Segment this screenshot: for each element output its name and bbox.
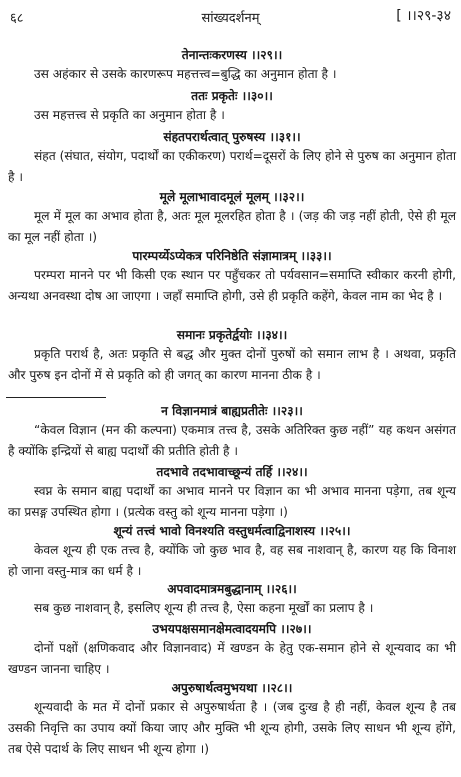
sutra-explanation: संहत (संघात, संयोग, पदार्थों का एकीकरण) परार्थ=दूसरों के लिए होने से पुरुष का अनुमान होता है । (8, 149, 456, 184)
section-sutra-24 (8, 463, 456, 523)
sutra-explanation: उस अहंकार से उसके कारणरूप महत्तत्त्व=बुद्धि का अनुमान होता है । (34, 67, 337, 81)
sutra-explanation: परम्परा मानने पर भी किसी एक स्थान पर पहुँचकर तो पर्यवसान=समाप्ति स्वीकार करनी होगी, अन्यथा अनवस्था दोष आ जाएगा । जहाँ समाप्ति होगी, उसे ही प्रकृति कहेंगे, केवल नाम का भेद है । (8, 268, 456, 303)
section-sutra-27 (8, 620, 456, 680)
sutra-explanation: दोनों पक्षों (क्षणिकवाद और विज्ञानवाद) में खण्डन के हेतु एक-समान होने से शून्यवाद का भी खण्डन जानना चाहिए । (8, 641, 456, 676)
sutra-range: [ ।।२९-३४ (396, 8, 451, 24)
section-sutra-33 (8, 247, 456, 307)
sutra-explanation: केवल शून्य ही एक तत्त्व है, क्योंकि जो कुछ भाव है, वह सब नाशवान् है, कारण यह कि विनाश हो जाना वस्तु-मात्र का धर्म है । (8, 543, 456, 578)
sutra-heading: तेनान्तःकरणस्य ।।२९।। (181, 48, 283, 62)
section-sutra-25 (8, 522, 456, 582)
sutra-explanation: प्रकृति परार्थ है, अतः प्रकृति से बद्ध और मुक्त दोनों पुरुषों को समान लाभ है । अथवा, प्रकृति और पुरुष इन दोनों में से प्रकृति को ही जगत् का कारण मानना ठीक है । (8, 347, 456, 382)
running-title: सांख्यदर्शनम् (201, 11, 260, 26)
section-sutra-31 (8, 128, 456, 188)
sutra-explanation: “केवल विज्ञान (मन की कल्पना) एकमात्र तत्त्व है, उसके अतिरिक्त कुछ नहीं” यह कथन असंगत है क्योंकि इन्द्रियों से बाह्य पदार्थों की प्रतीति होती है । (8, 423, 456, 458)
section-sutra-26 (8, 580, 456, 619)
sutra-heading: उभयपक्षसमानक्षेमत्वादयमपि ।।२७।। (152, 622, 312, 636)
sutra-heading: न विज्ञानमात्रं बाह्यप्रतीतेः ।।२३।। (161, 404, 303, 418)
sutra-heading: शून्यं तत्त्वं भावो विनश्यति वस्तुधर्मत्वाद्विनाशस्य ।।२५।। (113, 524, 351, 538)
section-sutra-34 (8, 326, 456, 386)
sutra-heading: पारम्पर्य्येऽप्येकत्र परिनिष्ठेति संज्ञामात्रम् ।।३३।। (132, 249, 332, 263)
sutra-explanation: उस महत्तत्त्व से प्रकृति का अनुमान होता है । (34, 108, 225, 122)
section-sutra-28 (8, 679, 456, 760)
page-number: ६८ (10, 11, 24, 26)
section-sutra-32 (8, 188, 456, 248)
footnote-divider (6, 397, 106, 398)
sutra-heading: अपवादमात्रमबुद्धानाम् ।।२६।। (167, 582, 297, 596)
sutra-heading: समानः प्रकृतेर्द्वयोः ।।३४।। (176, 328, 288, 342)
section-sutra-23 (8, 402, 456, 462)
sutra-heading: तदभावे तदभावाच्छून्यं तर्हि ।।२४।। (156, 465, 308, 479)
section-sutra-29 (8, 46, 456, 85)
sutra-explanation: शून्यवादी के मत में दोनों प्रकार से अपुरुषार्थता है । (जब दुःख है ही नहीं, केवल शून्य है तब उसकी निवृत्ति का उपाय क्यों किया जाए और मुक्ति भी शून्य होगी, उसके लिए साधन भी शून्य होंगे, तब ऐसे पदार्थ के लिए साधन भी शून्य होगा ।) (8, 700, 456, 756)
section-sutra-30 (8, 87, 456, 126)
page-header (0, 6, 461, 28)
sutra-heading: ततः प्रकृतेः ।।३०।। (191, 89, 273, 103)
sutra-explanation: सब कुछ नाशवान् है, इसलिए शून्य ही तत्त्व है, ऐसा कहना मूर्खों का प्रलाप है । (34, 601, 374, 615)
sutra-heading: मूले मूलाभावादमूलं मूलम् ।।३२।। (159, 190, 305, 204)
sutra-heading: संहतपरार्थत्वात् पुरुषस्य ।।३१।। (163, 130, 301, 144)
sutra-explanation: मूल में मूल का अभाव होता है, अतः मूल मूलरहित होता है । (जड़ की जड़ नहीं होती, ऐसे ही मूल का मूल नहीं होता ।) (8, 209, 456, 244)
sutra-heading: अपुरुषार्थत्वमुभयथा ।।२८।। (171, 681, 293, 695)
sutra-explanation: स्वप्न के समान बाह्य पदार्थों का अभाव मानने पर विज्ञान का भी अभाव मानना पड़ेगा, तब शून्य का प्रसङ्ग उपस्थित होगा । (प्रत्येक वस्तु को शून्य मानना पड़ेगा ।) (8, 484, 456, 519)
